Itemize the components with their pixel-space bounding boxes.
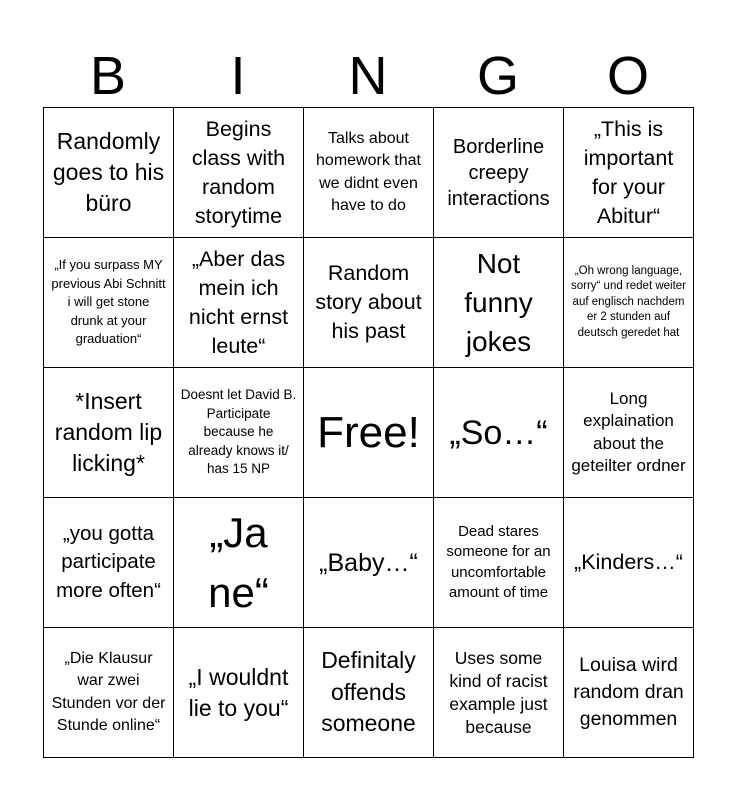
bingo-cell[interactable] bbox=[304, 108, 434, 238]
bingo-cell[interactable] bbox=[564, 368, 694, 498]
free-space-cell[interactable] bbox=[304, 368, 434, 498]
bingo-cell[interactable] bbox=[174, 628, 304, 758]
cell-text: Random story about his past bbox=[315, 261, 422, 343]
cell-text: Dead stares someone for an uncomfortable amount of time bbox=[446, 522, 551, 601]
bingo-cell[interactable] bbox=[564, 108, 694, 238]
cell-text: *Insert random lip licking* bbox=[54, 388, 163, 476]
cell-text: „Aber das mein ich nicht ernst leute“ bbox=[188, 246, 289, 358]
header-letter-i: I bbox=[230, 46, 246, 106]
bingo-cell[interactable] bbox=[434, 498, 564, 628]
cell-text: Randomly goes to his büro bbox=[52, 128, 165, 216]
bingo-cell[interactable] bbox=[44, 108, 174, 238]
cell-text: „Die Klausur war zwei Stunden vor der Stunde online“ bbox=[51, 649, 166, 734]
free-space-text: Free! bbox=[317, 407, 420, 457]
cell-text: „So…“ bbox=[449, 413, 548, 452]
header-letter-n: N bbox=[348, 46, 388, 106]
bingo-cell[interactable] bbox=[174, 368, 304, 498]
bingo-cell[interactable] bbox=[434, 628, 564, 758]
cell-text: „Kinders…“ bbox=[574, 550, 683, 574]
cell-text: „Ja ne“ bbox=[208, 508, 269, 616]
cell-text: „you gotta participate more often“ bbox=[56, 521, 161, 602]
bingo-cell[interactable] bbox=[434, 368, 564, 498]
bingo-cell[interactable] bbox=[174, 498, 304, 628]
cell-text: „I wouldnt lie to you“ bbox=[188, 663, 289, 721]
bingo-cell[interactable] bbox=[564, 498, 694, 628]
cell-text: Long explaination about the geteilter ordner bbox=[571, 388, 686, 475]
bingo-cell[interactable] bbox=[174, 238, 304, 368]
cell-text: „If you surpass MY previous Abi Schnitt i will get stone drunk at your graduation“ bbox=[51, 257, 166, 347]
bingo-cell[interactable] bbox=[304, 498, 434, 628]
cell-text: Louisa wird random dran genommen bbox=[573, 654, 684, 730]
cell-text: Definitaly offends someone bbox=[321, 647, 416, 737]
bingo-cell[interactable] bbox=[44, 498, 174, 628]
bingo-grid bbox=[43, 107, 694, 758]
cell-text: Not funny jokes bbox=[464, 248, 533, 357]
cell-text: Uses some kind of racist example just because bbox=[449, 647, 548, 737]
cell-text: Talks about homework that we didnt even have to do bbox=[316, 129, 421, 214]
header-letter-b: B bbox=[89, 46, 127, 106]
cell-text: Borderline creepy interactions bbox=[447, 135, 550, 210]
bingo-cell[interactable] bbox=[44, 628, 174, 758]
bingo-cell[interactable] bbox=[44, 238, 174, 368]
cell-text: „Baby…“ bbox=[319, 548, 418, 577]
bingo-cell[interactable] bbox=[304, 238, 434, 368]
cell-text: „Oh wrong language, sorry“ und redet weiter auf englisch nachdem er 2 stunden auf deutsch geredet hat bbox=[570, 264, 687, 339]
bingo-header bbox=[43, 46, 693, 106]
bingo-cell[interactable] bbox=[434, 238, 564, 368]
cell-text: Begins class with random storytime bbox=[191, 116, 286, 228]
bingo-cell[interactable] bbox=[174, 108, 304, 238]
bingo-cell[interactable] bbox=[564, 238, 694, 368]
header-letter-g: G bbox=[476, 46, 519, 106]
bingo-cell[interactable] bbox=[564, 628, 694, 758]
cell-text: Doesnt let David B. Participate because he already knows it/ has 15 NP bbox=[180, 387, 297, 477]
bingo-cell[interactable] bbox=[304, 628, 434, 758]
bingo-cell[interactable] bbox=[44, 368, 174, 498]
bingo-cell[interactable] bbox=[434, 108, 564, 238]
cell-text: „This is important for your Abitur“ bbox=[583, 116, 674, 228]
header-letter-o: O bbox=[606, 46, 649, 106]
